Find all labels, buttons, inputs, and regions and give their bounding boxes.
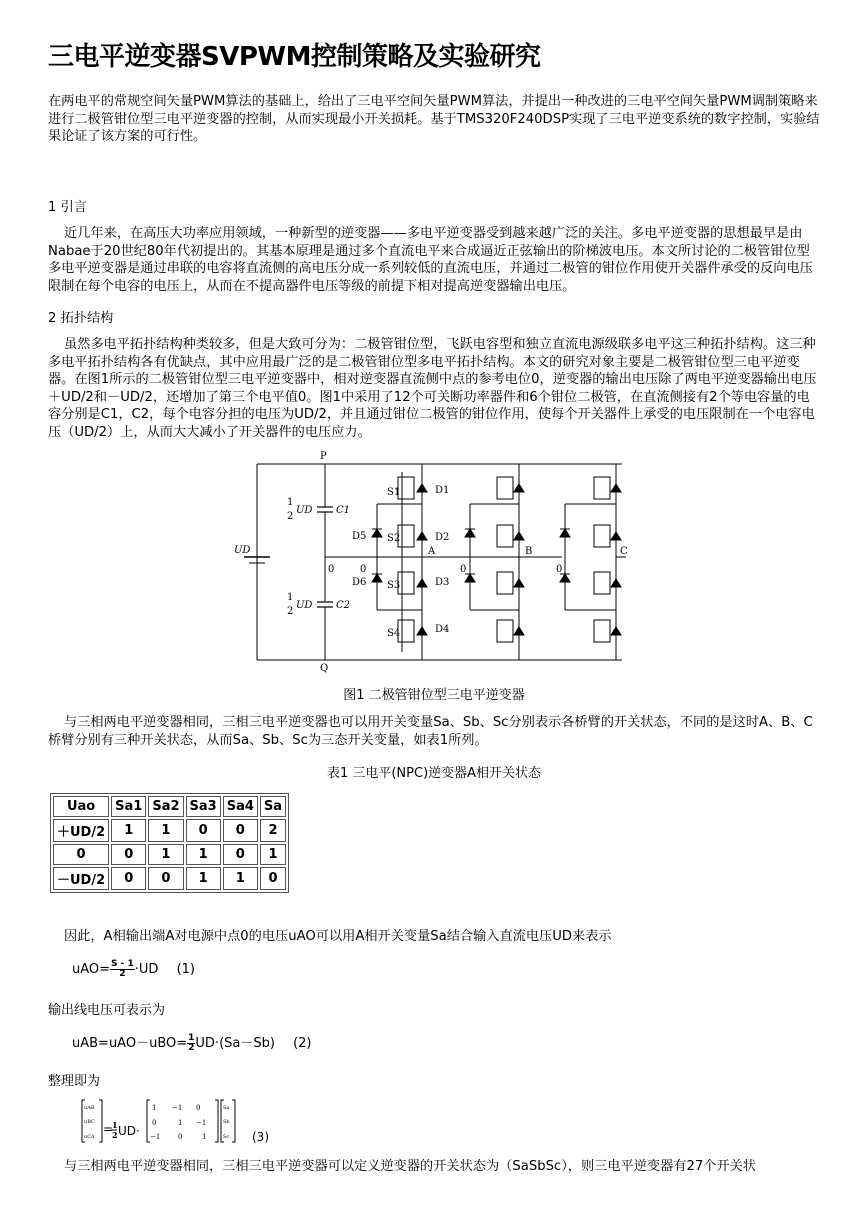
label-d4: D4 [435, 624, 450, 635]
table-cell: 1 [260, 844, 286, 865]
table-cell: 0 [260, 867, 286, 890]
label-s4: S4 [387, 628, 401, 639]
label-ud-1: UD [296, 505, 313, 516]
label-zero-a: 0 [360, 564, 367, 575]
label-s2: S2 [387, 533, 401, 544]
table-header-cell: Sa [260, 796, 286, 817]
eq1-fraction [110, 960, 135, 979]
label-c: C [620, 546, 628, 557]
equation-1 [72, 960, 195, 979]
paragraph-last: 与三相两电平逆变器相同，三相三电平逆变器可以定义逆变器的开关状态为（SaSbSc），则三电平逆变器有27个开关状 [64, 1159, 756, 1174]
label-c1: C1 [336, 505, 351, 516]
table-header-cell: Sa4 [223, 796, 258, 817]
table-cell: 0 [223, 844, 258, 865]
eq2-numerator: 1 [188, 1033, 195, 1043]
section-1-heading: 1 引言 [48, 200, 87, 215]
label-c2: C2 [336, 600, 351, 611]
m-12: −1 [196, 1119, 207, 1127]
table-cell: 0 [148, 867, 183, 890]
switch-state-table [50, 793, 289, 893]
table-header-cell: Sa2 [148, 796, 183, 817]
label-d6: D6 [352, 577, 367, 588]
leg-b [457, 464, 529, 660]
section-2-text: 虽然多电平拓扑结构种类较多，但是大致可分为：二极管钳位型，飞跃电容型和独立直流电源级联多电平这三种拓扑结构。这三种多电平拓扑结构各有优缺点，其中应用最广泛的是二极管钳位型多电平拓扑结构。本文的研究对象主要是二极管钳位型三电平逆变器。在图1所示的二极管钳位型三电平逆变器中，相对逆变器直流侧中点的参考电位0，逆变器的输出电压除了两电平逆变器输出电压＋UD/2和－UD/2，还增加了第三个电平值0。图1中采用了12个可关断功率器件和6个钳位二极管，在直流侧接有2个等电容量的电容分别是C1，C2，每个电容分担的电压为UD/2，并且通过钳位二极管的钳位作用，使每个开关器件上承受的电压限制在一个电容电压（UD/2）上，从而大大减小了开关器件的电压应力。 [48, 337, 817, 440]
table-cell: 1 [223, 867, 258, 890]
eq3-number: (3) [252, 1130, 269, 1144]
table-cell: 0 [223, 819, 258, 842]
equation-2 [72, 1032, 312, 1053]
m-22: 1 [202, 1133, 207, 1141]
eq2-left: uAB=uAO－uBO= [72, 1036, 188, 1051]
eq3-ud: UD· [118, 1124, 140, 1138]
table-cell: 1 [148, 844, 183, 865]
vec-sa: Sa [223, 1105, 230, 1111]
table-row [53, 819, 286, 842]
vec-sb: Sb [223, 1119, 230, 1125]
table-cell: ＋UD/2 [53, 819, 109, 842]
label-d5: D5 [352, 531, 367, 542]
label-b: B [525, 546, 533, 557]
label-p: P [320, 451, 327, 462]
table-cell: 1 [148, 819, 183, 842]
label-ud-2: UD [296, 600, 313, 611]
label-s3: S3 [387, 580, 401, 591]
eq1-right: ·UD [134, 962, 159, 977]
paper-title: 三电平逆变器SVPWM控制策略及实验研究 [48, 42, 541, 72]
label-d2: D2 [435, 532, 450, 543]
eq1-numerator: S - 1 [111, 959, 134, 969]
section-2-heading: 2 拓扑结构 [48, 311, 114, 326]
vec-uab: uAB [84, 1105, 95, 1111]
table-header-cell: Sa3 [186, 796, 221, 817]
table-cell: －UD/2 [53, 867, 109, 890]
table-cell: 0 [111, 867, 146, 890]
circuit-diagram [232, 447, 632, 673]
figure-1-caption: 图1 二极管钳位型三电平逆变器 [343, 688, 525, 703]
abstract: 在两电平的常规空间矢量PWM算法的基础上，给出了三电平空间矢量PWM算法，并提出一种改进的三电平空间矢量PWM调制策略来进行二极管钳位型三电平逆变器的控制，从而实现最小开关损耗。基于TMS320F240DSP实现了三电平逆变系统的数字控制，实验结果论证了该方案的可行性。 [48, 94, 820, 144]
table-row [53, 867, 286, 890]
table-1-caption: 表1 三电平(NPC)逆变器A相开关状态 [326, 766, 542, 781]
eq1-number: (1) [176, 962, 196, 977]
label-half-2: 1 [287, 592, 294, 603]
m-21: 0 [178, 1133, 183, 1141]
label-half-den-1: 2 [287, 511, 294, 522]
table-cell: 1 [111, 819, 146, 842]
m-00: 1 [152, 1104, 157, 1112]
table-cell: 1 [186, 867, 221, 890]
table-cell: 2 [260, 819, 286, 842]
eq2-right: UD·(Sa－Sb) [195, 1036, 275, 1051]
paragraph-arrange: 整理即为 [48, 1074, 101, 1089]
table-header-row [53, 796, 286, 817]
eq1-left: uAO= [72, 962, 111, 977]
m-01: −1 [172, 1104, 183, 1112]
eq3-half-den: 2 [112, 1130, 118, 1140]
eq1-denominator: 2 [119, 969, 126, 979]
equation-3 [80, 1098, 280, 1146]
paragraph-after-figure: 与三相两电平逆变器相同，三相三电平逆变器也可以用开关变量Sa、Sb、Sc分别表示各桥臂的开关状态，不同的是这时A、B、C桥臂分别有三种开关状态，从而Sa、Sb、Sc为三态开关变量，如表1所列。 [48, 715, 813, 748]
label-d3: D3 [435, 577, 450, 588]
label-zero: 0 [328, 564, 335, 575]
leg-a [372, 472, 432, 652]
table-cell: 0 [53, 844, 109, 865]
label-zero-b: 0 [460, 564, 467, 575]
equals-sign: = [103, 1122, 114, 1136]
label-q: Q [320, 663, 329, 673]
vec-uca: uCA [84, 1134, 95, 1140]
vec-ubc: uBC [84, 1119, 95, 1125]
label-d1: D1 [435, 485, 450, 496]
m-02: 0 [196, 1104, 201, 1112]
table-cell: 0 [111, 844, 146, 865]
eq3-half-num: 1 [112, 1120, 118, 1130]
paragraph-uao: 因此，A相输出端A对电源中点0的电压uAO可以用A相开关变量Sa结合输入直流电压UD来表示 [64, 929, 612, 944]
vec-sc: Sc [223, 1134, 230, 1140]
table-cell: 1 [186, 844, 221, 865]
leg-c [560, 464, 626, 660]
label-zero-c: 0 [556, 564, 563, 575]
table-header-cell: Sa1 [111, 796, 146, 817]
label-ud: UD [234, 545, 251, 556]
m-11: 1 [178, 1119, 183, 1127]
m-10: 0 [152, 1119, 157, 1127]
eq2-number: (2) [293, 1036, 312, 1051]
eq2-denominator: 2 [188, 1043, 195, 1053]
section-1-text: 近几年来，在高压大功率应用领域，一种新型的逆变器——多电平逆变器受到越来越广泛的关注。多电平逆变器的思想最早是由Nabae于20世纪80年代初提出的。其基本原理是通过多个直流电平来合成逼近正弦输出的阶梯波电压。本文所讨论的二极管钳位型多电平逆变器是通过串联的电容将直流侧的高电压分成一系列较低的直流电压，并通过二极管的钳位作用使开关器件承受的反向电压限制在每个电容的电压上，从而在不提高器件电压等级的前提下相对提高逆变器输出电压。 [48, 226, 813, 294]
table-row [53, 844, 286, 865]
table-cell: 0 [186, 819, 221, 842]
label-s1: S1 [387, 487, 401, 498]
label-a: A [428, 546, 436, 557]
label-half-den-2: 2 [287, 606, 294, 617]
label-half-1: 1 [287, 497, 294, 508]
paragraph-line-voltage: 输出线电压可表示为 [48, 1003, 166, 1018]
table-header-cell: Uao [53, 796, 109, 817]
m-20: −1 [150, 1133, 161, 1141]
